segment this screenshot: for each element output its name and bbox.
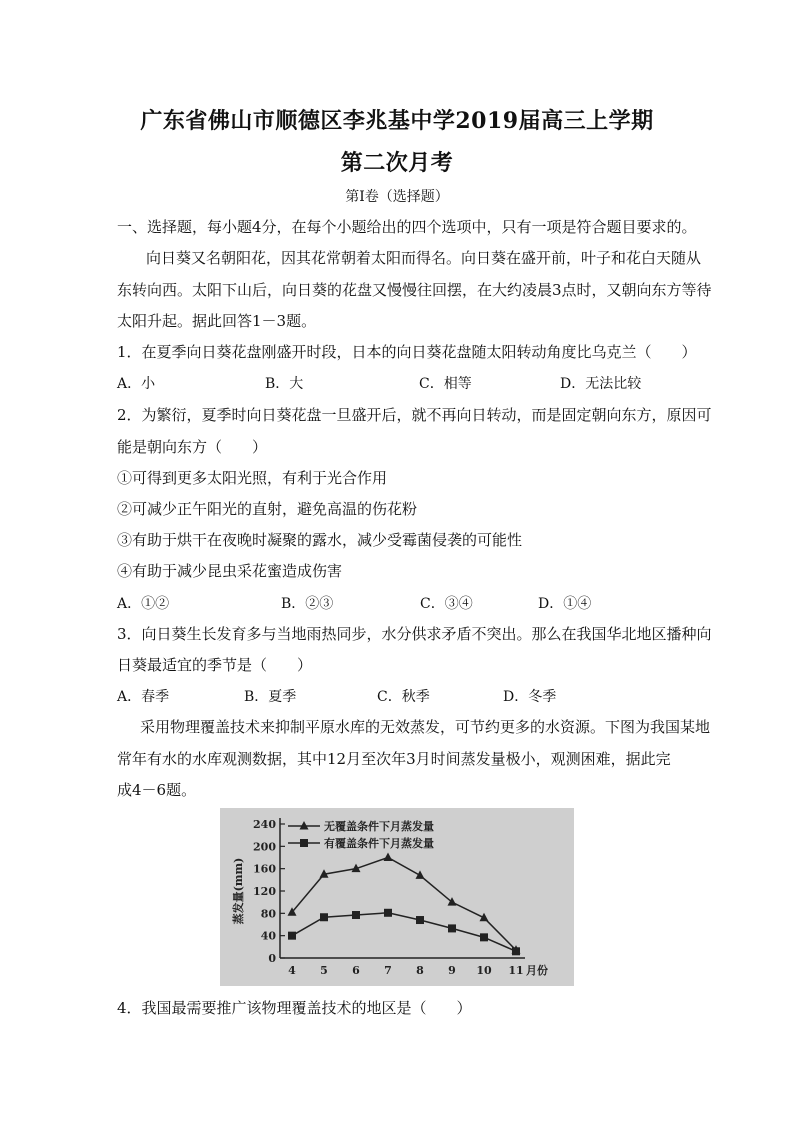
y-tick-label: 120 (253, 885, 276, 898)
triangle-marker (384, 853, 393, 862)
x-tick-label: 10 (476, 964, 492, 977)
q1-option-d: D．无法比较 (560, 376, 642, 392)
passage1-line3: 太阳升起。据此回答1－3题。 (117, 312, 317, 330)
x-axis-label: 月份 (526, 964, 548, 977)
square-marker (480, 933, 488, 941)
q2-option-b: B．②③ (281, 596, 334, 612)
legend-label: 有覆盖条件下月蒸发量 (324, 837, 434, 850)
y-tick-label: 40 (260, 929, 276, 943)
q1-option-a: A．小 (117, 376, 156, 392)
passage1-line2: 东转向西。太阳下山后，向日葵的花盘又慢慢往回摆，在大约凌晨3点时，又朝向东方等待 (117, 281, 712, 299)
passage1-line1: 向日葵又名朝阳花，因其花常朝着太阳而得名。向日葵在盛开前，叶子和花白天随从 (146, 249, 702, 267)
y-tick-label: 0 (268, 952, 276, 965)
q2-option-c: C．③④ (420, 596, 473, 612)
y-tick-label: 160 (253, 862, 276, 876)
q1-option-c: C．相等 (419, 376, 472, 392)
x-tick-label: 6 (352, 964, 360, 977)
q3-option-b: B．夏季 (244, 689, 297, 705)
triangle-marker (448, 897, 457, 906)
square-marker (320, 913, 328, 921)
q2-statement-1: ①可得到更多太阳光照，有利于光合作用 (117, 469, 388, 487)
passage2-line2: 常年有水的水库观测数据，其中12月至次年3月时间蒸发量极小，观测困难，据此完 (117, 750, 671, 768)
y-tick-label: 200 (253, 840, 276, 854)
y-tick-label: 80 (260, 907, 276, 921)
square-marker (288, 932, 296, 940)
square-marker (300, 839, 308, 847)
q2-option-d: D．①④ (538, 596, 592, 612)
passage2-line3: 成4－6题。 (117, 781, 197, 799)
x-tick-label: 8 (416, 964, 424, 977)
q3-option-a: A．春季 (117, 689, 170, 705)
passage2-line1: 采用物理覆盖技术来抑制平原水库的无效蒸发，可节约更多的水资源。下图为我国某地 (140, 718, 711, 736)
question-4-stem: 4．我国最需要推广该物理覆盖技术的地区是（ ） (117, 999, 472, 1017)
evaporation-chart (220, 808, 574, 986)
x-tick-label: 11 (508, 964, 524, 977)
square-marker (384, 909, 392, 917)
question-3-stem-line1: 3．向日葵生长发育多与当地雨热同步，水分供求矛盾不突出。那么在我国华北地区播种向 (117, 625, 712, 643)
square-marker (416, 916, 424, 924)
question-1-stem: 1．在夏季向日葵花盘刚盛开时段，日本的向日葵花盘随太阳转动角度比乌克兰（ ） (117, 343, 697, 361)
q2-statement-4: ④有助于减少昆虫采花蜜造成伤害 (117, 562, 343, 580)
square-marker (512, 947, 520, 955)
square-marker (352, 911, 360, 919)
exam-title-line2: 第二次月考 (340, 150, 454, 176)
x-tick-label: 9 (448, 964, 456, 977)
q2-option-a: A．①② (117, 596, 170, 612)
square-marker (448, 924, 456, 932)
evaporation-chart-svg (220, 808, 574, 986)
instructions: 一、选择题，每小题4分，在每个小题给出的四个选项中，只有一项是符合题目要求的。 (117, 218, 697, 236)
exam-title: 广东省佛山市顺德区李兆基中学2019届高三上学期 (140, 108, 654, 134)
section-subtitle: 第Ⅰ卷（选择题） (345, 189, 449, 205)
q3-option-d: D．冬季 (503, 689, 557, 705)
question-3-stem-line2: 日葵最适宜的季节是（ ） (117, 656, 313, 674)
q3-option-c: C．秋季 (377, 689, 430, 705)
y-tick-label: 240 (253, 818, 276, 831)
q2-statement-2: ②可减少正午阳光的直射，避免高温的伤花粉 (117, 500, 418, 518)
question-2-stem-line1: 2．为繁衍，夏季时向日葵花盘一旦盛开后，就不再向日转动，而是固定朝向东方，原因可 (117, 406, 712, 424)
triangle-marker (416, 870, 425, 879)
question-2-stem-line2: 能是朝向东方（ ） (117, 438, 268, 456)
y-axis-label: 蒸发量(mm) (232, 857, 245, 925)
q1-option-b: B．大 (265, 376, 304, 392)
x-tick-label: 4 (288, 964, 296, 977)
q2-statement-3: ③有助于烘干在夜晚时凝聚的露水，减少受霉菌侵袭的可能性 (117, 531, 523, 549)
legend-label: 无覆盖条件下月蒸发量 (324, 820, 434, 833)
x-tick-label: 5 (320, 964, 328, 977)
x-tick-label: 7 (384, 964, 392, 977)
